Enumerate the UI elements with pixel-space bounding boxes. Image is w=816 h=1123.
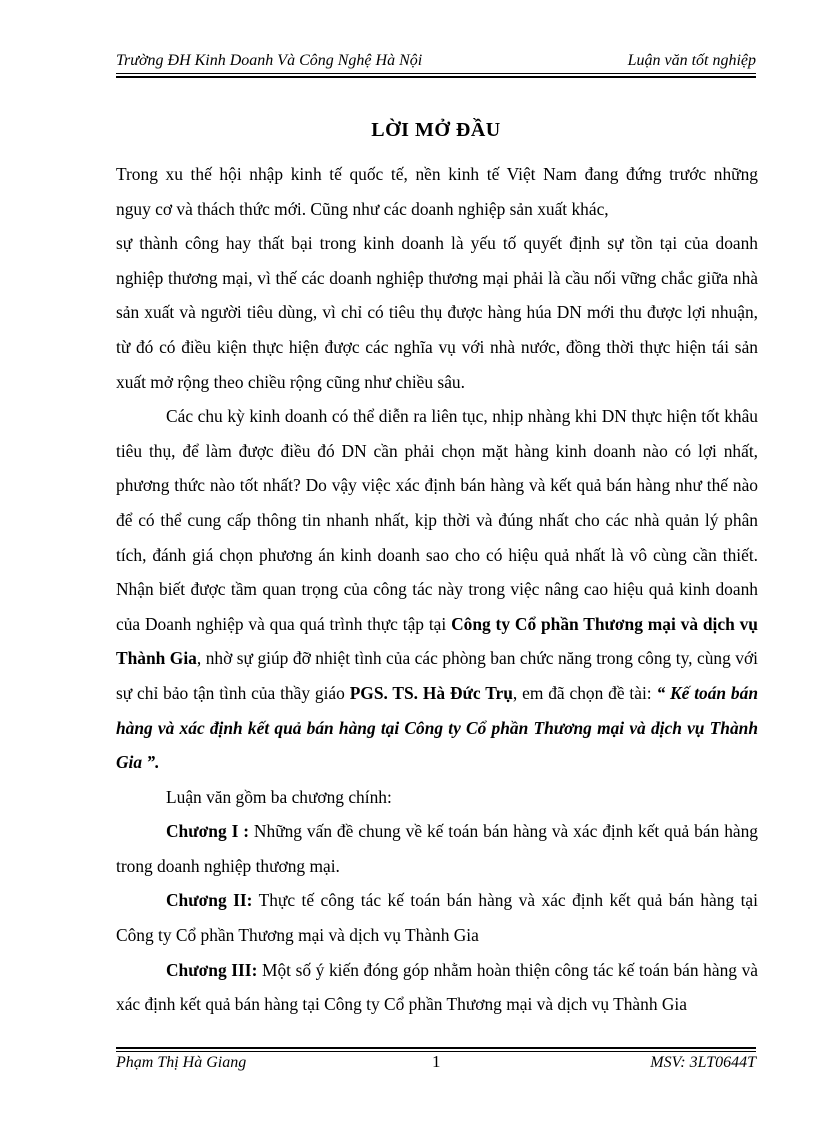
chapter-3-label: Chương III: bbox=[166, 959, 258, 980]
chapter-2 bbox=[116, 883, 758, 952]
chapter-2-text: Thực tế công tác kế toán bán hàng và xác định kết quả bán hàng tại Công ty Cổ phần Thương mại và dịch vụ Thành Gia bbox=[116, 890, 758, 946]
chapter-1 bbox=[116, 814, 758, 883]
page-number: 1 bbox=[432, 1052, 441, 1071]
header-school: Trường ĐH Kinh Doanh Và Công Nghệ Hà Nội bbox=[116, 52, 423, 69]
teacher-name: PGS. TS. Hà Đức Trụ bbox=[349, 682, 513, 703]
footer-rule-thick bbox=[116, 1047, 756, 1049]
header-doc-type: Luận văn tốt nghiệp bbox=[627, 52, 756, 69]
page-footer bbox=[116, 1054, 756, 1078]
paragraph-1-line-2: nguy cơ và thách thức mới. Cũng như các doanh nghiệp sản xuất khác, bbox=[116, 198, 609, 219]
chapter-1-label: Chương I : bbox=[166, 821, 250, 842]
company-name: Công ty Cổ phần Thương mại và dịch vụ Thành Gia bbox=[116, 613, 758, 669]
header-rule-thick bbox=[116, 76, 756, 78]
footer-student-id: MSV: 3LT0644T bbox=[650, 1054, 756, 1071]
chapter-2-label: Chương II: bbox=[166, 890, 253, 911]
chapter-3 bbox=[116, 953, 758, 1022]
paragraph-3-text-c: , em đã chọn đề tài: bbox=[512, 682, 657, 703]
paragraph-4: Luận văn gồm ba chương chính: bbox=[166, 786, 392, 807]
document-body bbox=[116, 157, 758, 1022]
paragraph-2: sự thành công hay thất bại trong kinh doanh là yếu tố quyết định sự tồn tại của doanh nghiệp thương mại, vì thế các doanh nghiệp thương mại phải là cầu nối vững chắc giữa nhà sản xuất và người tiêu dùng, vì chỉ có tiêu thụ được hàng húa DN mới thu được lợi nhuận, từ đó có điều kiện thực hiện được các nghĩa vụ với nhà nước, đồng thời thực hiện tái sản xuất mở rộng theo chiều rộng cũng như chiều sâu. bbox=[116, 233, 758, 392]
footer-author: Phạm Thị Hà Giang bbox=[116, 1054, 247, 1071]
paragraph-3 bbox=[116, 399, 758, 780]
chapter-1-text: Những vấn đề chung về kế toán bán hàng và xác định kết quả bán hàng trong doanh nghiệp thương mại. bbox=[116, 821, 758, 876]
paragraph-3-text-a: Các chu kỳ kinh doanh có thể diễn ra liên tục, nhịp nhàng khi DN thực hiện tốt khâu tiêu thụ, để làm được điều đó DN cần phải chọn mặt hàng kinh doanh nào có lợi nhất, phương thức nào tốt nhất? Do vậy việc xác định bán hàng và kết quả bán hàng như thế nào để có thể cung cấp thông tin nhanh nhất, kịp thời và đúng nhất cho các nhà quản lý phân tích, đánh giá chọn phương án kinh doanh sao cho có hiệu quả nhất là vô cùng cần thiết. Nhận biết được tầm quan trọng của công tác này trong việc nâng cao hiệu quả kinh doanh của Doanh nghiệp và qua quá trình thực tập tại bbox=[116, 406, 758, 634]
page-title: LỜI MỞ ĐẦU bbox=[371, 119, 501, 141]
paragraph-3-text-b: , nhờ sự giúp đỡ nhiệt tình của các phòng ban chức năng trong công ty, cùng với sự chỉ bảo tận tình của thầy giáo bbox=[116, 648, 758, 703]
header-rule-thin bbox=[116, 73, 756, 74]
thesis-topic: “ Kế toán bán hàng và xác định kết quả bán hàng tại Công ty Cổ phần Thương mại và dịch vụ Thành Gia ”. bbox=[116, 682, 758, 773]
paragraph-1-line-1: Trong xu thế hội nhập kinh tế quốc tế, nền kinh tế Việt Nam đang đứng trước những bbox=[116, 164, 758, 184]
chapter-3-text: Một số ý kiến đóng góp nhằm hoàn thiện công tác kế toán bán hàng và xác định kết quả bán hàng tại Công ty Cổ phần Thương mại và dịch vụ Thành Gia bbox=[116, 959, 758, 1015]
